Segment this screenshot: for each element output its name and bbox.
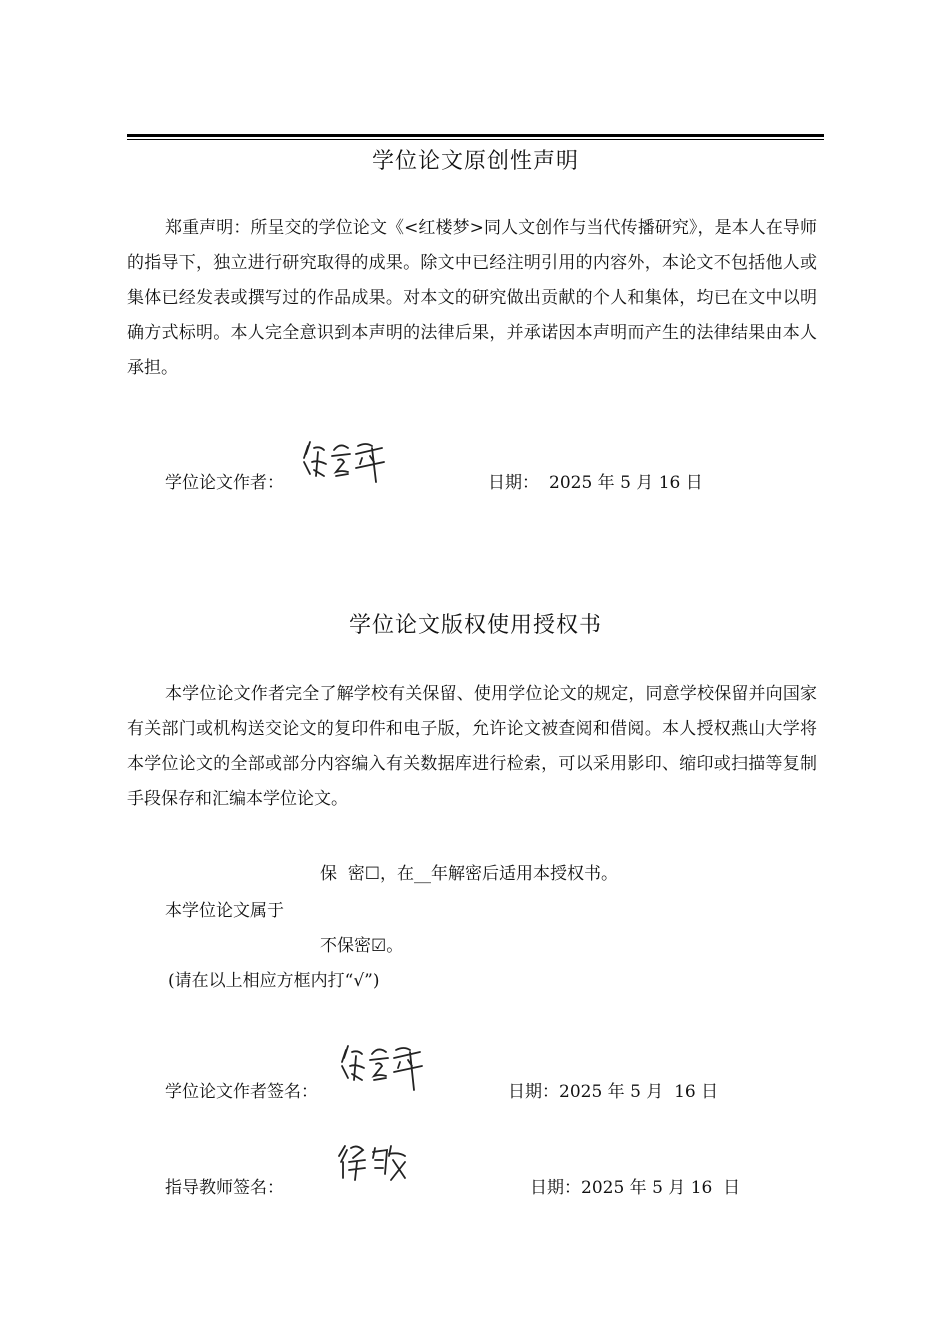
author-signature [338, 1040, 433, 1095]
author-sign-date: 日期：2025 年 5 月 16 日 [508, 1082, 719, 1102]
declaration-date-label: 日期： [488, 473, 539, 493]
declaration-date-value: 2025 年 5 月 16 日 [549, 473, 703, 493]
authorization-body: 本学位论文作者完全了解学校有关保留、使用学位论文的规定，同意学校保留并向国家有关部门或机构送交论文的复印件和电子版，允许论文被查阅和借阅。本人授权燕山大学将本学位论文的全部或部分内容编入有关数据库进行检索，可以采用影印、缩印或扫描等复制手段保存和汇编本学位论文。 [127, 684, 817, 809]
declaration-title: 学位论文原创性声明 [371, 149, 579, 174]
belongs-label: 本学位论文属于 [165, 901, 284, 921]
advisor-sign-label: 指导教师签名： [165, 1178, 284, 1198]
declaration-author-label: 学位论文作者： [165, 473, 284, 493]
top-double-rule-thin [127, 139, 824, 140]
advisor-signature [335, 1138, 415, 1188]
declaration-author-signature [300, 436, 395, 486]
advisor-sign-date: 日期：2025 年 5 月 16 日 [530, 1178, 741, 1198]
option-not-secret: 不保密☑。 [320, 936, 404, 956]
top-double-rule [127, 134, 824, 137]
declaration-body: 郑重声明：所呈交的学位论文《<红楼梦>同人文创作与当代传播研究》，是本人在导师的指导下，独立进行研究取得的成果。除文中已经注明引用的内容外，本论文不包括他人或集体已经发表或撰写过的作品成果。对本文的研究做出贡献的个人和集体，均已在文中以明确方式标明。本人完全意识到本声明的法律后果，并承诺因本声明而产生的法律结果由本人承担。 [127, 218, 817, 378]
option-secret: 保 密☐，在__年解密后适用本授权书。 [320, 864, 619, 884]
author-sign-label: 学位论文作者签名： [165, 1082, 318, 1102]
checkmark-instruction: (请在以上相应方框内打“√”) [168, 971, 380, 991]
authorization-title: 学位论文版权使用授权书 [348, 613, 602, 638]
